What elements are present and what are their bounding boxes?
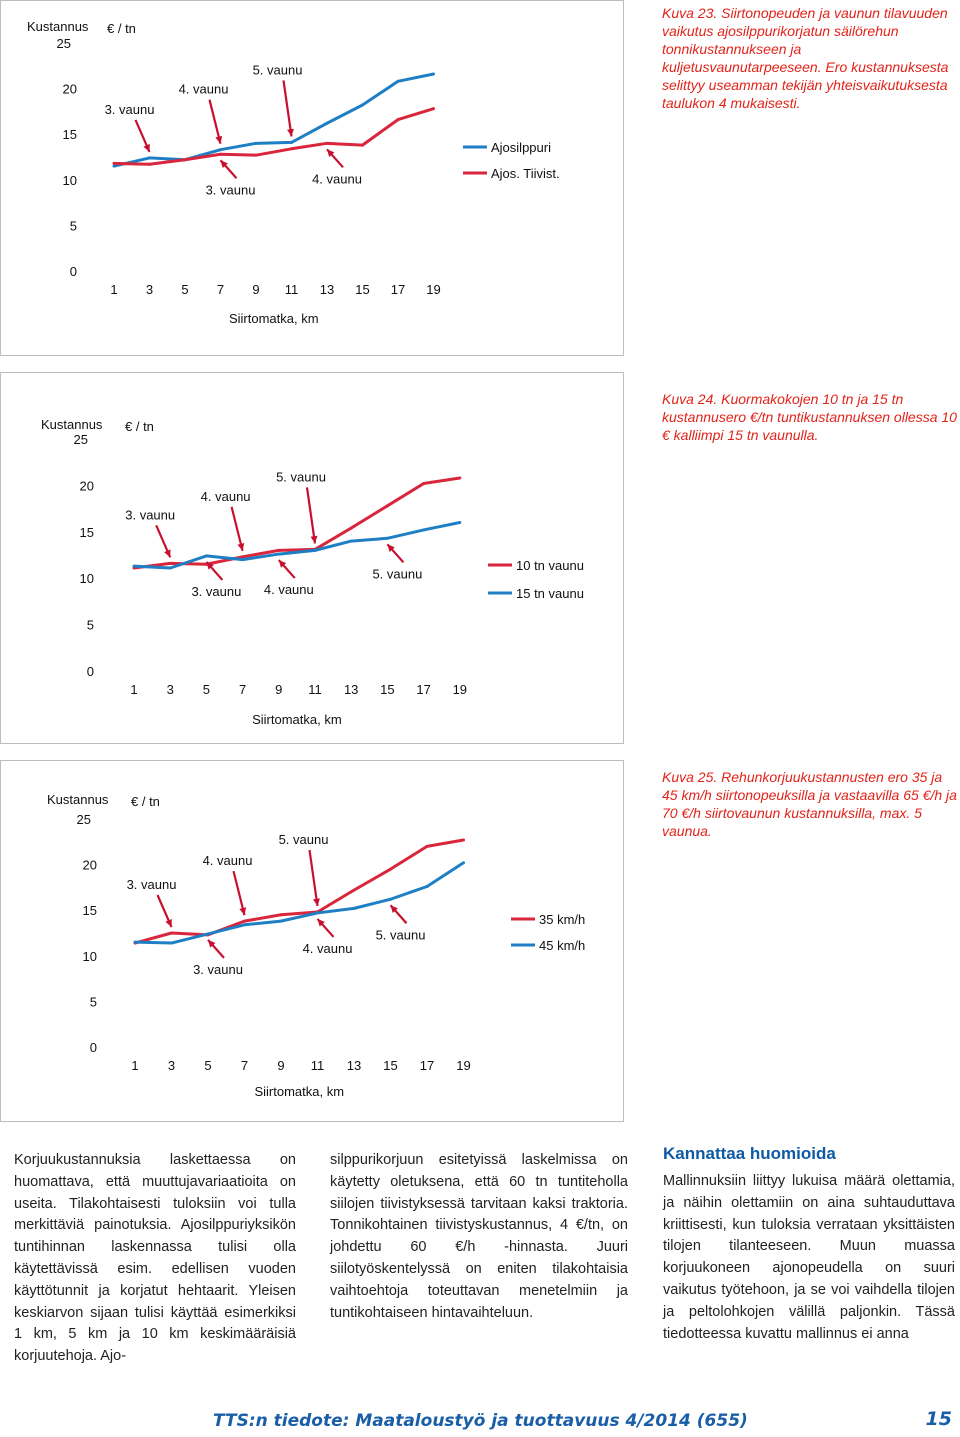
section-heading: Kannattaa huomioida [663, 1144, 836, 1163]
data-point [243, 923, 246, 926]
data-point [280, 920, 283, 923]
x-tick-label: 1 [110, 282, 118, 297]
data-point [361, 144, 364, 147]
y-tick-label: 20 [82, 857, 97, 873]
data-point [386, 537, 389, 540]
x-tick-label: 9 [275, 682, 283, 697]
data-point [422, 528, 425, 531]
legend-label: 15 tn vaunu [516, 586, 584, 601]
annotation-label: 5. vaunu [375, 927, 426, 943]
data-point [133, 565, 136, 568]
x-tick-label: 15 [383, 1058, 398, 1073]
chart-figure-25 [0, 760, 624, 1122]
annotation-label: 4. vaunu [312, 171, 362, 187]
series-line-1 [114, 109, 434, 165]
y-axis-unit: € / tn [131, 794, 160, 809]
annotation-label: 5. vaunu [278, 832, 329, 848]
annotation-label: 4. vaunu [302, 940, 353, 956]
body-column-3 [663, 1143, 955, 1345]
body-column-1-text: Korjuukustannuksia laskettaessa on huomattava, että muuttujavariaatioita on useita. Tilakohtaisesti tuloksiin voi tulla merkittäviä painotuksia. Ajosilppuriyksikön tuntihinnan laskennassa tulisi olla käytettävissä esim. edellisen vuoden käyttötunnit ja korjatut hehtaarit. Yleisen keskiarvon sijaan tulisi käyttää esimerkiksi 1 km, 5 km ja 10 km keskimääräisiä korjuutehoja. Ajo- [14, 1152, 296, 1365]
caption-figure-23: Kuva 23. Siirtonopeuden ja vaunun tilavuuden vaikutus ajosilppurikorjatun säilörehun tonnikustannukseen ja kuljetusvaunutarpeeseen. Ero kustannuksesta selittyy useamman tekijän yhteisvaikutuksesta taulukon 4 mukaisesti. [662, 5, 949, 111]
data-point [426, 885, 429, 888]
data-point [255, 142, 258, 145]
x-tick-label: 15 [380, 682, 395, 697]
chart-figure-23 [0, 0, 624, 356]
data-point [432, 107, 435, 110]
x-tick-label: 11 [284, 282, 299, 297]
data-point [207, 932, 210, 935]
x-tick-label: 13 [346, 1058, 362, 1073]
y-tick-label: 20 [79, 478, 94, 494]
y-tick-label: 5 [69, 218, 77, 234]
y-tick-label: 0 [89, 1040, 97, 1055]
annotation-label: 3. vaunu [126, 877, 177, 892]
x-tick-label: 1 [130, 682, 138, 697]
y-tick-label: 0 [86, 664, 94, 679]
y-tick-label: 20 [62, 81, 77, 97]
series-line-0 [134, 478, 460, 568]
data-point [462, 838, 465, 841]
y-axis-title: Kustannus [27, 19, 89, 34]
annotation-label: 5. vaunu [276, 469, 326, 485]
annotation-label: 4. vaunu [202, 853, 253, 869]
x-tick-label: 3 [145, 282, 154, 297]
data-point [422, 482, 425, 485]
legend-label: 35 km/h [539, 912, 586, 927]
annotation-label: 5. vaunu [372, 566, 423, 582]
x-tick-label: 17 [419, 1058, 435, 1073]
data-point [205, 554, 208, 557]
y-tick-label: 10 [79, 571, 94, 587]
y-tick-label: 25 [56, 36, 71, 51]
data-point [353, 889, 356, 892]
y-tick-label: 25 [73, 432, 88, 447]
data-point [184, 158, 187, 161]
data-point [458, 476, 461, 479]
data-point [397, 80, 400, 83]
x-tick-label: 13 [319, 282, 335, 297]
x-axis-title: Siirtomatka, km [252, 712, 342, 727]
x-tick-label: 3 [166, 682, 174, 697]
x-tick-label: 17 [390, 282, 406, 297]
data-point [290, 141, 293, 144]
data-point [389, 868, 392, 871]
annotation-label: 4. vaunu [178, 81, 229, 97]
x-tick-label: 7 [238, 682, 247, 697]
caption-figure-24: Kuva 24. Kuormakokojen 10 tn ja 15 tn kustannusero €/tn tuntikustannuksen ollessa 10 € kalliimpi 15 tn vaunulla. [662, 391, 957, 443]
y-tick-label: 0 [69, 264, 77, 279]
annotation-label: 4. vaunu [200, 488, 251, 504]
data-point [316, 911, 319, 914]
x-tick-label: 15 [355, 282, 370, 297]
y-axis-title: Kustannus [47, 792, 109, 807]
data-point [397, 118, 400, 121]
data-point [314, 549, 317, 552]
legend-label: Ajos. Tiivist. [491, 166, 560, 181]
data-point [426, 845, 429, 848]
y-tick-label: 15 [79, 524, 94, 540]
x-tick-label: 9 [252, 282, 260, 297]
data-point [350, 527, 353, 530]
data-point [389, 898, 392, 901]
data-point [241, 555, 244, 558]
data-point [113, 162, 116, 165]
chart-svg-23 [1, 1, 623, 355]
data-point [361, 104, 364, 107]
y-tick-label: 15 [82, 903, 97, 919]
annotation-arrow [310, 850, 318, 906]
x-tick-label: 19 [452, 682, 468, 697]
y-tick-label: 15 [62, 127, 77, 143]
body-column-2 [330, 1150, 628, 1324]
y-axis-title: Kustannus [41, 417, 103, 432]
y-axis-unit: € / tn [107, 21, 136, 36]
annotation-label: 3. vaunu [191, 583, 242, 599]
data-point [134, 941, 137, 944]
annotation-label: 3. vaunu [205, 182, 256, 198]
x-tick-label: 5 [204, 1058, 212, 1073]
caption-figure-25: Kuva 25. Rehunkorjuukustannusten ero 35 ja 45 km/h siirtonopeuksilla ja vastaavilla 65 €/h ja 70 €/h siirtovaunun kustannuksilla, max. 5 vaunua. [662, 769, 957, 839]
body-column-2-text: silppurikorjuun esitetyissä laskelmissa on käytetty oletuksena, että 60 tn tuntiteholla siilojen tiivistyksessä tarvitaan kaksi traktoria. Tonnikohtainen tiivistyskustannus, 4 €/tn, on johdettu 60 €/h -hinnasta. Juuri siilotyöskentelyssä on eniten tilakohtaisia vaihtoehtoja toteuttavan menetelmiin ja tuntikohtaiseen hintavaihteluun. [330, 1152, 628, 1321]
data-point [243, 920, 246, 923]
x-tick-label: 19 [456, 1058, 471, 1073]
data-point [462, 861, 465, 864]
annotation-arrow [284, 80, 292, 136]
x-tick-label: 19 [426, 282, 441, 297]
x-tick-label: 13 [343, 682, 359, 697]
annotation-label: 3. vaunu [104, 101, 155, 117]
y-tick-label: 5 [89, 994, 97, 1010]
data-point [280, 913, 283, 916]
data-point [148, 156, 151, 159]
data-point [386, 504, 389, 507]
data-point [255, 154, 258, 157]
data-point [326, 142, 329, 145]
x-tick-label: 3 [167, 1058, 176, 1073]
legend-label: 10 tn vaunu [516, 558, 584, 573]
page-number: 15 [925, 1408, 952, 1430]
data-point [350, 540, 353, 543]
y-tick-label: 25 [76, 812, 91, 827]
data-point [277, 549, 280, 552]
x-axis-title: Siirtomatka, km [254, 1084, 345, 1099]
data-point [170, 932, 173, 935]
data-point [290, 147, 293, 150]
annotation-label: 3. vaunu [193, 961, 243, 977]
x-tick-label: 9 [277, 1058, 285, 1073]
data-point [458, 521, 461, 524]
x-tick-label: 7 [240, 1058, 249, 1073]
annotation-label: 5. vaunu [252, 62, 303, 78]
y-tick-label: 10 [82, 948, 97, 964]
chart-svg-25 [1, 761, 623, 1121]
data-point [113, 165, 116, 168]
data-point [326, 122, 329, 125]
annotation-label: 4. vaunu [263, 582, 314, 598]
data-point [148, 163, 151, 166]
data-point [432, 73, 435, 76]
body-column-3-text: Mallinnuksiin liittyy lukuisa määrä olettamia, ja näihin olettamiin on aina suhtauduttava kriittisesti, kun tuloksia verrataan yksittäisten tilojen tilanteeseen. Muun muassa korjuukoneen ajonopeudella on suuri vaikutus työtehoon, ja se voi vaihdella tilojen ja peltolohkojen välillä paljonkin. Tässä tiedotteessa kuvattu mallinnus ei anna [663, 1173, 955, 1342]
x-tick-label: 17 [416, 682, 431, 697]
footer-title: TTS:n tiedote: Maataloustyö ja tuottavuus 4/2014 (655) [213, 1411, 748, 1431]
y-tick-label: 5 [86, 617, 94, 633]
annotation-label: 3. vaunu [125, 507, 176, 523]
annotation-arrow [307, 487, 315, 543]
body-column-1 [14, 1150, 296, 1368]
data-point [277, 553, 280, 556]
x-tick-label: 11 [308, 682, 322, 697]
data-point [169, 562, 172, 565]
data-point [241, 558, 244, 561]
y-axis-unit: € / tn [125, 419, 154, 434]
y-tick-label: 10 [62, 172, 77, 188]
x-tick-label: 11 [310, 1058, 325, 1073]
x-tick-label: 5 [181, 282, 189, 297]
data-point [219, 153, 222, 156]
series-line-1 [134, 523, 460, 568]
data-point [169, 566, 172, 569]
legend-label: Ajosilppuri [491, 140, 551, 155]
x-tick-label: 1 [131, 1058, 139, 1073]
x-axis-title: Siirtomatka, km [228, 311, 319, 326]
data-point [219, 148, 222, 151]
legend-label: 45 km/h [539, 938, 586, 953]
x-tick-label: 5 [202, 682, 211, 697]
data-point [353, 907, 356, 910]
data-point [170, 942, 173, 945]
chart-svg-24 [1, 373, 623, 743]
x-tick-label: 7 [216, 282, 225, 297]
chart-figure-24 [0, 372, 624, 744]
